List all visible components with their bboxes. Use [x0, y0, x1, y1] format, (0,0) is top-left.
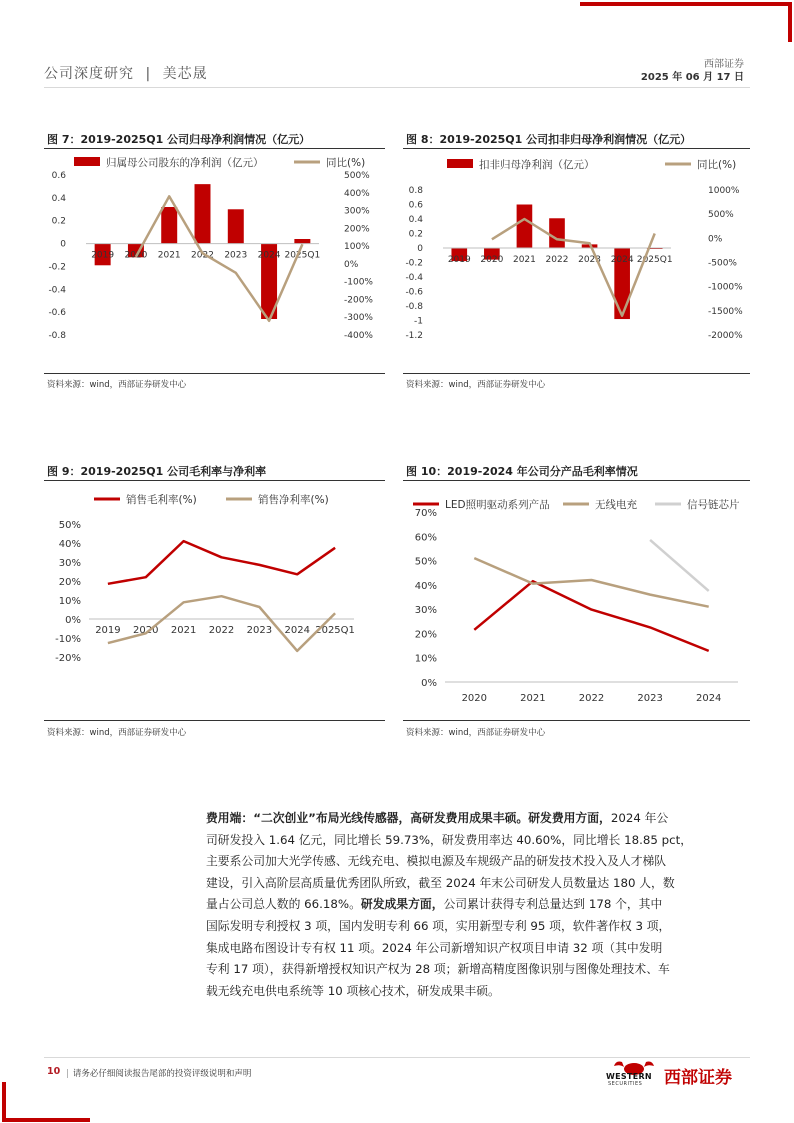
body-line: 集成电路布图设计专有权 11 项。2024 年公司新增知识产权项目申请 32 项（其中发明 [206, 940, 663, 955]
y-tick-label: -20% [55, 653, 81, 664]
y-tick-label: 30% [414, 605, 437, 617]
body-line: 主要系公司加大光学传感、无线充电、模拟电源及车规级产品的研发技术投入及人才梯队 [206, 854, 667, 869]
fig7-bottom-rule [44, 373, 385, 374]
fig9-top-rule [44, 480, 385, 481]
fig8-top-rule [403, 148, 750, 149]
y-tick-label: 50% [58, 520, 81, 531]
y-left-tick-label: -0.4 [405, 273, 423, 283]
y-right-tick-label: -300% [344, 313, 373, 324]
body-line: 量占公司总人数的 66.18%。研发成果方面，公司累计获得专利总量达到 178 个，其中 [206, 897, 663, 912]
fig7-title: 图 7：2019-2025Q1 公司归母净利润情况（亿元） [47, 133, 311, 146]
y-left-tick-label: 0.4 [408, 215, 423, 225]
fig10-title: 图 10：2019-2024 年公司分产品毛利率情况 [406, 465, 638, 478]
x-tick-label: 2024 [257, 250, 281, 261]
doc-type: 公司深度研究 [44, 66, 134, 82]
y-right-tick-label: 400% [344, 188, 370, 199]
fig8-bottom-rule [403, 373, 750, 374]
y-tick-label: 50% [414, 556, 437, 568]
fig9-title: 图 9：2019-2025Q1 公司毛利率与净利率 [47, 465, 267, 478]
fig8-title: 图 8：2019-2025Q1 公司扣非归母净利润情况（亿元） [406, 133, 692, 146]
x-tick-label: 2025Q1 [315, 625, 355, 636]
x-tick-label: 2024 [695, 693, 722, 704]
bar [161, 207, 177, 244]
bar [517, 205, 533, 249]
x-tick-label: 2020 [461, 693, 488, 704]
body-line: 费用端：“二次创业”布局光线传感器，高研发费用成果丰硕。研发费用方面，2024 年公 [206, 811, 669, 825]
y-right-tick-label: 0% [708, 234, 723, 245]
report-date: 2025 年 06 月 17 日 [640, 72, 744, 83]
fig7-source: 资料来源：wind，西部证券研发中心 [47, 380, 187, 390]
x-tick-label: 2022 [545, 255, 569, 265]
page-number: 10 [47, 1066, 61, 1077]
x-tick-label: 2023 [224, 250, 248, 261]
y-left-tick-label: 0.2 [408, 229, 423, 240]
legend-swatch-1 [74, 157, 100, 166]
company-name: 美芯晟 [162, 66, 208, 82]
x-tick-label: 2022 [578, 693, 605, 704]
legend-label-2: 同比(%) [697, 159, 737, 171]
y-tick-label: 40% [58, 539, 81, 550]
y-left-tick-label: 0.6 [408, 200, 423, 211]
series-line-1 [108, 541, 335, 584]
y-left-tick-label: -0.4 [48, 285, 66, 296]
header-left [44, 63, 208, 83]
x-tick-label: 2019 [447, 255, 471, 265]
y-right-tick-label: -500% [708, 258, 737, 269]
x-tick-label: 2025Q1 [284, 250, 321, 261]
legend-label-1: 销售毛利率(%) [126, 494, 197, 506]
x-tick-label: 2019 [95, 625, 121, 636]
y-tick-label: 0% [65, 615, 81, 626]
x-tick-label: 2023 [578, 255, 602, 265]
y-left-tick-label: -0.8 [405, 302, 423, 312]
fig9-source: 资料来源：wind，西部证券研发中心 [47, 728, 187, 738]
y-right-tick-label: -200% [344, 295, 373, 306]
x-tick-label: 2020 [480, 255, 504, 265]
logo-cn: 西部证券 [664, 1068, 732, 1088]
legend-label-1: 扣非归母净利润（亿元） [479, 159, 595, 171]
footer-separator: | [66, 1069, 69, 1079]
y-left-tick-label: 0 [60, 239, 66, 250]
y-right-tick-label: 0% [344, 259, 359, 270]
body-line-0-bold: 费用端：“二次创业”布局光线传感器，高研发费用成果丰硕。研发费用方面， [206, 811, 611, 825]
legend-label-2: 同比(%) [326, 157, 366, 169]
top-right-bracket [580, 4, 790, 42]
y-right-tick-label: -100% [344, 277, 373, 288]
x-tick-label: 2021 [520, 693, 546, 704]
logo-en: WESTERN [606, 1072, 652, 1081]
fig9-bottom-rule [44, 720, 385, 721]
y-left-tick-label: 0.6 [51, 171, 66, 181]
publisher: 西部证券 [704, 59, 744, 70]
y-left-tick-label: 0.8 [408, 186, 423, 196]
x-tick-label: 2024 [610, 255, 634, 265]
y-right-tick-label: 200% [344, 224, 370, 235]
y-tick-label: 20% [414, 629, 437, 641]
x-tick-label: 2024 [284, 625, 310, 636]
x-tick-label: 2019 [91, 250, 115, 261]
bottom-left-bracket [4, 1082, 90, 1120]
y-right-tick-label: -1500% [708, 306, 743, 317]
x-tick-label: 2021 [157, 250, 181, 261]
y-tick-label: 30% [58, 558, 81, 569]
fig10-chart [403, 482, 750, 718]
y-right-tick-label: -2000% [708, 331, 743, 341]
series-line-3 [650, 540, 709, 591]
x-tick-label: 2025Q1 [636, 255, 673, 265]
y-right-tick-label: 100% [344, 242, 370, 253]
x-tick-label: 2020 [133, 625, 159, 636]
y-tick-label: -10% [55, 634, 81, 645]
x-tick-label: 2023 [246, 625, 273, 636]
y-tick-label: 10% [414, 653, 437, 665]
fig8-source: 资料来源：wind，西部证券研发中心 [406, 380, 546, 390]
bar [294, 239, 310, 244]
x-tick-label: 2020 [124, 250, 148, 261]
header-rule [44, 87, 750, 88]
fig10-top-rule [403, 480, 750, 481]
fig7-top-rule [44, 148, 385, 149]
y-tick-label: 60% [414, 532, 437, 544]
publisher-logo [604, 1058, 754, 1088]
y-right-tick-label: 1000% [708, 186, 740, 196]
y-tick-label: 0% [421, 678, 437, 689]
body-line: 专利 17 项），获得新增授权知识产权为 28 项；新增高精度图像识别与图像处理技术、车 [206, 962, 670, 977]
series-line-1 [474, 581, 708, 651]
logo-en-sub: SECURITIES [608, 1081, 643, 1087]
body-line: 载无线充电供电系统等 10 项核心技术，研发成果丰硕。 [206, 983, 500, 998]
y-tick-label: 70% [414, 508, 437, 519]
body-line: 国际发明专利授权 3 项，国内发明专利 66 项，实用新型专利 95 项，软件著作权 3 项， [206, 918, 671, 933]
legend-label-1: LED照明驱动系列产品 [445, 499, 550, 511]
body-line: 司研发投入 1.64 亿元，同比增长 59.73%，研发费用率达 40.60%，同比增长 18.85 pct， [206, 832, 693, 847]
y-right-tick-label: -400% [344, 331, 373, 341]
series-line-2 [108, 596, 335, 651]
y-left-tick-label: -1 [414, 316, 423, 327]
legend-label-2: 无线电充 [595, 499, 637, 511]
bar [549, 218, 565, 248]
y-left-tick-label: -0.2 [405, 258, 423, 269]
y-tick-label: 20% [58, 577, 81, 588]
x-tick-label: 2021 [170, 625, 197, 636]
y-tick-label: 10% [58, 596, 81, 607]
x-tick-label: 2021 [512, 255, 536, 265]
legend-label-3: 信号链芯片 [687, 499, 740, 511]
bar [195, 184, 211, 243]
y-right-tick-label: 300% [344, 206, 370, 217]
y-right-tick-label: -1000% [708, 282, 743, 293]
fig10-source: 资料来源：wind，西部证券研发中心 [406, 728, 546, 738]
body-paragraph [206, 808, 749, 1002]
x-tick-label: 2023 [637, 693, 663, 704]
y-left-tick-label: -0.8 [48, 331, 66, 341]
y-left-tick-label: -0.2 [48, 262, 66, 273]
y-tick-label: 40% [414, 580, 437, 592]
series-line [492, 219, 655, 316]
y-left-tick-label: 0.2 [51, 216, 66, 227]
y-left-tick-label: -0.6 [405, 287, 423, 298]
body-line: 建设，引入高阶层高质量优秀团队所致，截至 2024 年末公司研发人员数量达 180 人，数 [206, 875, 675, 890]
footer-disclaimer: | 请务必仔细阅读报告尾部的投资评级说明和声明 [66, 1069, 252, 1079]
legend-label-2: 销售净利率(%) [258, 494, 329, 506]
fig10-bottom-rule [403, 720, 750, 721]
fig9-chart [44, 482, 385, 718]
x-tick-label: 2022 [208, 625, 235, 636]
legend-swatch-1 [447, 159, 473, 168]
y-left-tick-label: -0.6 [48, 308, 66, 319]
y-left-tick-label: 0 [417, 244, 423, 254]
y-left-tick-label: -1.2 [405, 331, 423, 341]
fig8-chart [403, 150, 750, 372]
y-left-tick-label: 0.4 [51, 193, 66, 204]
fig7-chart [44, 150, 385, 372]
x-tick-label: 2022 [191, 250, 214, 261]
legend-label-1: 归属母公司股东的净利润（亿元） [106, 157, 264, 169]
y-right-tick-label: 500% [708, 210, 734, 221]
bar [228, 209, 244, 243]
y-right-tick-label: 500% [344, 171, 370, 181]
header-separator: | [145, 66, 152, 82]
